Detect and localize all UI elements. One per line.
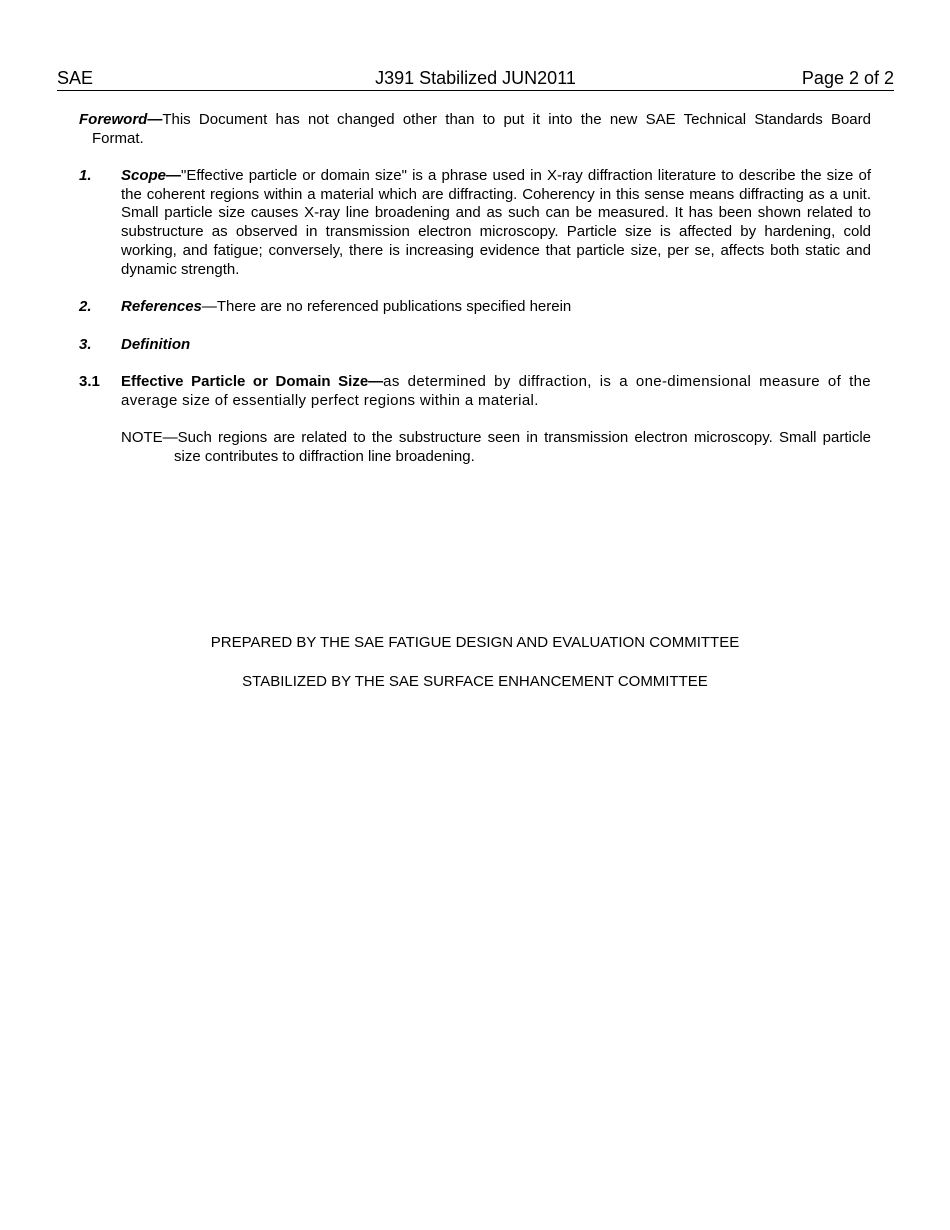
header-org: SAE: [57, 68, 94, 88]
section-effective-particle-size: [79, 373, 871, 410]
section-title: Scope: [121, 167, 167, 184]
foreword-text: This Document has not changed other than to put it into the new SAE Technical Standards Board: [162, 111, 871, 128]
section-number: 2.: [79, 298, 92, 315]
note: [121, 429, 871, 466]
section-text: "Effective particle or domain size" is a phrase used in X-ray diffraction literature to describe the size of the coherent regions within a material which are diffracting. Coherency in this sense means diffracting as a unit. Small particle size causes X-ray line broadening and as such can be measured. It has been shown related to substructure as observed in transmission electron microscopy. Particle size is affected by hardening, cold working, and fatigue; conversely, there is increasing evidence that particle size, per se, affects both static and dynamic strength.: [121, 167, 871, 278]
section-number: 1.: [79, 167, 92, 184]
section-number: 3.1: [79, 373, 100, 390]
foreword: [79, 111, 871, 148]
note-line2: size contributes to diffraction line broadening.: [174, 447, 475, 465]
section-title: References: [121, 298, 202, 315]
foreword-line1: Foreword—This Document has not changed other than to put it into the new SAE Technical Standards Board: [79, 111, 871, 128]
prepared-by-committee: PREPARED BY THE SAE FATIGUE DESIGN AND EVALUATION COMMITTEE: [210, 634, 740, 651]
section-content: References—There are no referenced publications specified herein: [121, 298, 572, 315]
header-document-id: J391 Stabilized JUN2011: [375, 68, 576, 88]
note-label: NOTE: [121, 429, 163, 446]
section-references: [79, 298, 871, 317]
foreword-line2: Format.: [92, 129, 144, 147]
section-title: Effective Particle or Domain Size: [121, 373, 369, 390]
header-page-number: Page 2 of 2: [801, 68, 894, 88]
page-header: [57, 68, 894, 91]
section-text: There are no referenced publications specified herein: [216, 298, 572, 315]
section-title: Definition: [121, 336, 191, 353]
section-number: 3.: [79, 336, 92, 353]
section-definition: [79, 336, 871, 355]
stabilized-by-committee: STABILIZED BY THE SAE SURFACE ENHANCEMENT COMMITTEE: [242, 673, 708, 690]
note-text: Such regions are related to the substructure seen in transmission electron microscopy. Small particle: [177, 429, 871, 446]
section-text: as determined by diffraction, is a one-dimensional measure of the average size of essentially perfect regions within a material.: [121, 373, 871, 409]
note-line1: NOTE—Such regions are related to the substructure seen in transmission electron microscopy. Small particle: [121, 429, 871, 446]
section-scope: [79, 167, 871, 279]
section-content: [121, 336, 871, 355]
section-content: Effective Particle or Domain Size—as determined by diffraction, is a one-dimensional measure of the average size of essentially perfect regions within a material.: [121, 373, 871, 409]
section-content: Scope—"Effective particle or domain size" is a phrase used in X-ray diffraction literature to describe the size of the coherent regions within a material which are diffracting. Coherency in this sense means diffracting as a unit. Small particle size causes X-ray line broadening and as such can be measured. It has been shown related to substructure as observed in transmission electron microscopy. Particle size is affected by hardening, cold working, and fatigue; conversely, there is increasing evidence that particle size, per se, affects both static and dynamic strength.: [121, 167, 871, 278]
foreword-title: Foreword: [79, 111, 148, 128]
